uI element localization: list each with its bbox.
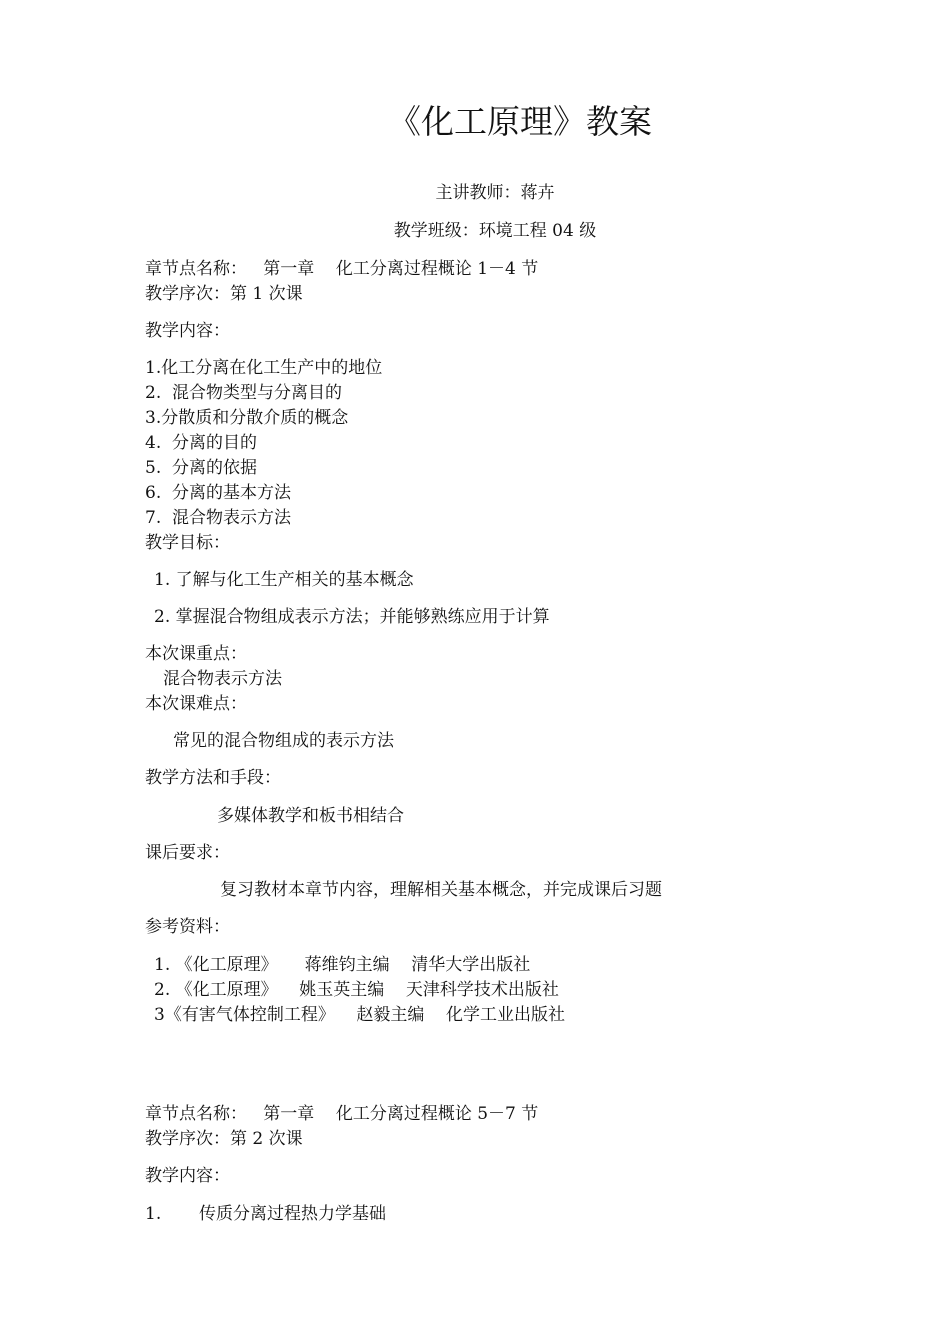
focus-label: 本次课重点： [145,644,247,664]
teacher-line: 主讲教师：蒋卉 [435,183,555,203]
content-label: 教学内容： [145,321,230,341]
list-item: 5. 分离的依据 [145,458,258,478]
list-item: 1. 了解与化工生产相关的基本概念 [154,570,414,590]
sequence-line: 教学序次：第 2 次课 [145,1129,303,1149]
document-title: 《化工原理》教案 [388,102,652,141]
chapter-line: 章节点名称： 第一章 化工分离过程概论 5－7 节 [145,1104,539,1124]
method-text: 多媒体教学和板书相结合 [217,806,404,826]
sequence-line: 教学序次：第 1 次课 [145,284,303,304]
reference-item: 1. 《化工原理》 蒋维钧主编 清华大学出版社 [154,955,531,975]
list-item: 2. 掌握混合物组成表示方法；并能够熟练应用于计算 [154,607,550,627]
chapter-line: 章节点名称： 第一章 化工分离过程概论 1－4 节 [145,259,539,279]
homework-text: 复习教材本章节内容，理解相关基本概念，并完成课后习题 [220,880,662,900]
reference-item: 3《有害气体控制工程》 赵毅主编 化学工业出版社 [154,1005,566,1025]
class-line: 教学班级：环境工程 04 级 [393,221,597,241]
list-item: 3.分散质和分散介质的概念 [145,408,349,428]
list-item: 1.化工分离在化工生产中的地位 [145,358,383,378]
homework-label: 课后要求： [145,843,230,863]
list-item: 7. 混合物表示方法 [145,508,292,528]
list-item: 1. 传质分离过程热力学基础 [145,1204,387,1224]
goal-label: 教学目标： [145,533,230,553]
difficulty-label: 本次课难点： [145,694,247,714]
list-item: 4. 分离的目的 [145,433,258,453]
refs-label: 参考资料： [145,917,230,937]
content-label: 教学内容： [145,1166,230,1186]
list-item: 2. 混合物类型与分离目的 [145,383,343,403]
method-label: 教学方法和手段： [145,768,281,788]
reference-item: 2. 《化工原理》 姚玉英主编 天津科学技术出版社 [154,980,559,1000]
focus-text: 混合物表示方法 [163,669,282,689]
list-item: 6. 分离的基本方法 [145,483,292,503]
difficulty-text: 常见的混合物组成的表示方法 [173,731,394,751]
